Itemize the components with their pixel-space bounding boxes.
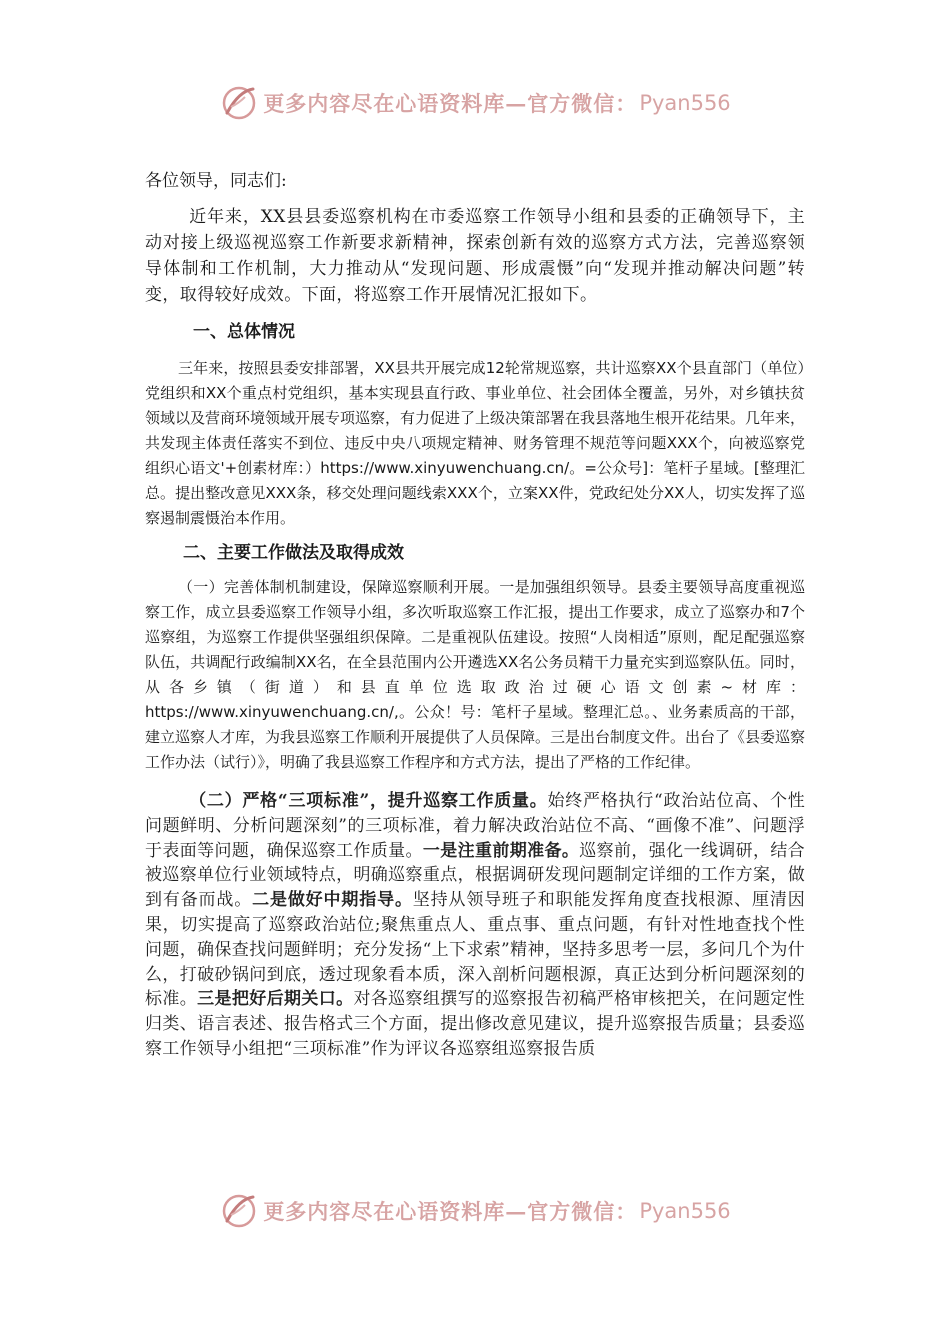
para2-bold-step2: 二是做好中期指导。 bbox=[252, 890, 413, 911]
brand-logo-icon bbox=[219, 83, 259, 123]
banner-text: 更多内容尽在心语资料库—官方微信： bbox=[263, 91, 638, 116]
para2-text-4: 对各巡察组撰写的巡察报告初稿严格审核把关，在问题定性归类、语言表述、报告格式三个方面，提出修改意见建议，提升巡察报告质量；县委巡察工作领导小组把“三项标准”作为评议各巡察组巡察报告质 bbox=[145, 989, 805, 1059]
para2-bold-title: （二）严格“三项标准”，提升巡察工作质量。 bbox=[189, 791, 548, 811]
section1-heading: 一、总体情况 bbox=[193, 322, 295, 342]
section2-para1: （一）完善体制机制建设，保障巡察顺利开展。一是加强组织领导。县委主要领导高度重视巡察工作，成立县委巡察工作领导小组，多次听取巡察工作汇报，提出工作要求，成立了巡察办和7个巡察组，为巡察工作提供坚强组织保障。二是重视队伍建设。按照“人岗相适”原则，配足配强巡察队伍，共调配行政编制XX名，在全县范围内公开遴选XX名公务员精干力量充实到巡察队伍。同时，从各乡镇（街道）和县直单位选取政治过硬心语文创素~材库：https://www.xinyuwenchuang.cn/,。公众！号：笔杆子星域。整理汇总。、业务素质高的干部，建立巡察人才库，为我县巡察工作顺利开展提供了人员保障。三是出台制度文件。出台了《县委巡察工作办法（试行）》，明确了我县巡察工作程序和方式方法，提出了严格的工作纪律。 bbox=[145, 578, 806, 771]
banner-wechat-id: Pyan556 bbox=[639, 1199, 731, 1223]
para2-text-2: 巡察前，强化一线调研，结合被巡察单位行业领域特点，明确巡察重点，根据调研发现问题制定详细的工作方案，做到有备而战。 bbox=[145, 840, 805, 911]
section2-para2 bbox=[145, 789, 805, 1062]
header-banner bbox=[0, 78, 950, 128]
greeting: 各位领导，同志们: bbox=[145, 171, 287, 191]
banner-text: 更多内容尽在心语资料库—官方微信： bbox=[263, 1199, 638, 1224]
brand-logo-icon bbox=[219, 1191, 259, 1231]
para2-bold-step3: 三是把好后期关口。 bbox=[197, 989, 354, 1010]
banner-wechat-id: Pyan556 bbox=[639, 91, 731, 115]
footer-banner bbox=[0, 1186, 950, 1236]
para2-bold-step1: 一是注重前期准备。 bbox=[422, 840, 580, 861]
para2-text-3: 坚持从领导班子和职能发挥角度查找根源、厘清因果，切实提高了巡察政治站位;聚焦重点人、重点事、重点问题，有针对性地查找个性问题，确保查找问题鲜明；充分发扬“上下求索”精神，坚持多思考一层，多问几个为什么，打破砂锅问到底，透过现象看本质，深入剖析问题根源，真正达到分析问题深刻的标准。 bbox=[145, 890, 805, 1010]
intro-paragraph: 近年来，XX县县委巡察机构在市委巡察工作领导小组和县委的正确领导下，主动对接上级巡视巡察工作新要求新精神，探索创新有效的巡察方式方法，完善巡察领导体制和工作机制，大力推动从“发现问题、形成震慑”向“发现并推动解决问题”转变，取得较好成效。下面，将巡察工作开展情况汇报如下。 bbox=[145, 207, 805, 305]
para2-text-1: 始终严格执行“政治站位高、个性问题鲜明、分析问题深刻”的三项标准，着力解决政治站位不高、“画像不准”、问题浮于表面等问题，确保巡察工作质量。 bbox=[145, 791, 805, 861]
section1-body: 三年来，按照县委安排部署，XX县共开展完成12轮常规巡察，共计巡察XX个县直部门（单位）党组织和XX个重点村党组织，基本实现县直行政、事业单位、社会团体全覆盖，另外，对乡镇扶贫领域以及营商环境领域开展专项巡察，有力促进了上级决策部署在我县落地生根开花结果。几年来，共发现主体责任落实不到位、违反中央八项规定精神、财务管理不规范等问题XXX个，向被巡察党组织心语文'+创素材库：）https://www.xinyuwenchuang.cn/。=公众号]：笔杆子星域。[整理汇总。提出整改意见XXX条，移交处理问题线索XXX个，立案XX件，党政纪处分XX人，切实发挥了巡察遏制震慑治本作用。 bbox=[145, 359, 806, 527]
document-body bbox=[145, 168, 805, 1062]
section2-heading: 二、主要工作做法及取得成效 bbox=[183, 543, 404, 563]
